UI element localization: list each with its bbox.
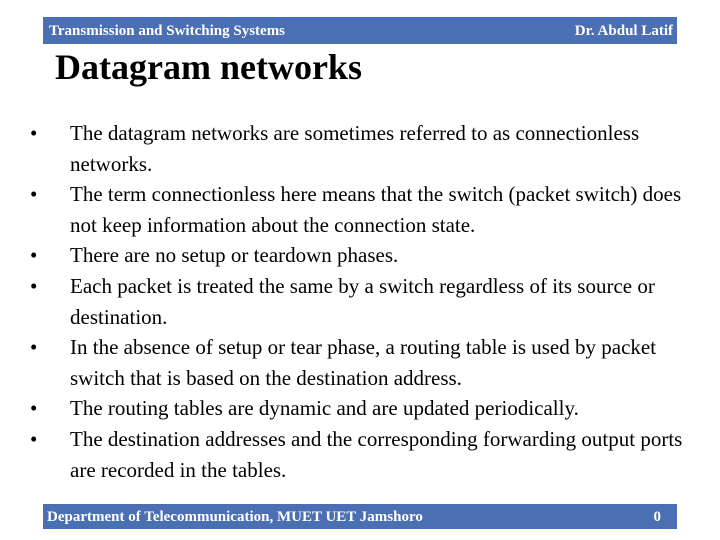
- bullet-icon: •: [30, 121, 38, 145]
- slide-title: Datagram networks: [55, 47, 362, 87]
- header-bar: [43, 17, 677, 44]
- bullet-icon: •: [30, 182, 38, 207]
- bullet-text: The datagram networks are sometimes referred to as connectionless networks.: [70, 121, 640, 176]
- bullet-text: There are no setup or teardown phases.: [70, 243, 399, 268]
- bullet-item: [30, 271, 690, 332]
- bullet-item: [30, 240, 690, 271]
- bullet-text: In the absence of setup or tear phase, a routing table is used by packet switch that is based on the destination address.: [70, 335, 657, 390]
- bullet-item: [30, 332, 690, 393]
- author-name: Dr. Abdul Latif: [574, 23, 673, 39]
- bullet-icon: •: [30, 273, 38, 298]
- bullet-icon: •: [30, 396, 38, 421]
- bullet-item: [30, 179, 690, 240]
- footer-bar: [43, 504, 677, 529]
- bullet-text: Each packet is treated the same by a switch regardless of its source or destination.: [70, 273, 655, 329]
- bullet-item: [30, 118, 690, 179]
- bullet-text: The term connectionless here means that the switch (packet switch) does not keep information about the connection state.: [70, 182, 682, 237]
- bullet-list: [30, 118, 690, 485]
- bullet-icon: •: [30, 243, 38, 268]
- bullet-text: The routing tables are dynamic and are updated periodically.: [70, 396, 579, 421]
- page-number: 0: [653, 509, 661, 525]
- course-title: Transmission and Switching Systems: [49, 23, 286, 39]
- bullet-item: [30, 424, 690, 485]
- bullet-text: The destination addresses and the corresponding forwarding output ports are recorded in the tables.: [70, 426, 683, 482]
- bullet-item: [30, 393, 690, 424]
- bullet-icon: •: [30, 426, 38, 451]
- department-name: Department of Telecommunication, MUET UET Jamshoro: [47, 509, 423, 525]
- bullet-icon: •: [30, 335, 38, 360]
